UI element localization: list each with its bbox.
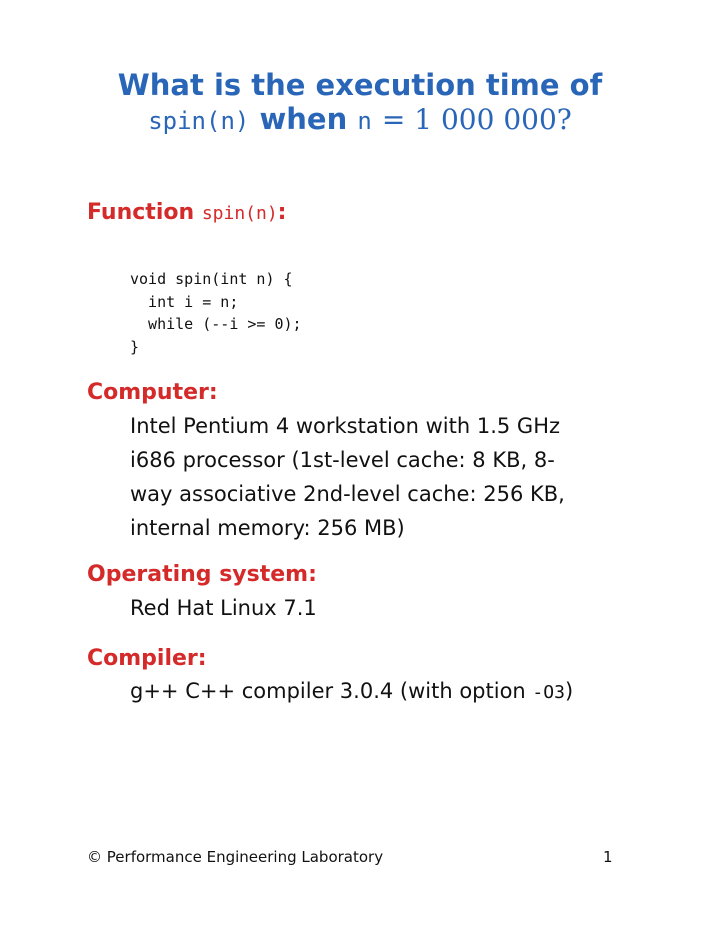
computer-description <box>130 409 630 545</box>
os-heading: Operating system: <box>87 562 317 587</box>
compiler-heading: Compiler: <box>87 646 207 671</box>
computer-heading: Computer: <box>87 380 218 405</box>
compiler-option: -O3 <box>532 682 565 703</box>
copyright-icon: © <box>87 848 102 866</box>
code-block: void spin(int n) { int i = n; while (--i >= 0); } <box>130 270 302 356</box>
compiler-text-close: ) <box>564 679 574 703</box>
title-value: = 1 000 000? <box>381 103 572 136</box>
computer-line3: way associative 2nd-level cache: 256 KB, <box>130 482 565 506</box>
compiler-text <box>130 674 630 710</box>
function-heading <box>87 200 286 225</box>
title-line1: What is the execution time of <box>117 68 603 102</box>
page-number: 1 <box>603 848 613 866</box>
computer-line2: i686 processor (1st-level cache: 8 KB, 8- <box>130 448 555 472</box>
function-heading-code: spin(n) <box>201 203 278 224</box>
function-heading-colon: : <box>277 200 287 225</box>
slide-title <box>0 68 720 138</box>
title-n: n <box>357 107 372 135</box>
os-text: Red Hat Linux 7.1 <box>130 596 317 620</box>
function-heading-label: Function <box>87 200 195 225</box>
title-line2 <box>0 102 720 138</box>
footer-lab: Performance Engineering Laboratory <box>106 848 384 866</box>
computer-line1: Intel Pentium 4 workstation with 1.5 GHz <box>130 414 561 438</box>
title-code: spin(n) <box>148 107 250 135</box>
compiler-text-main: g++ C++ compiler 3.0.4 (with option <box>130 679 533 703</box>
computer-line4: internal memory: 256 MB) <box>130 516 405 540</box>
title-when: when <box>259 102 348 136</box>
footer <box>87 848 383 866</box>
